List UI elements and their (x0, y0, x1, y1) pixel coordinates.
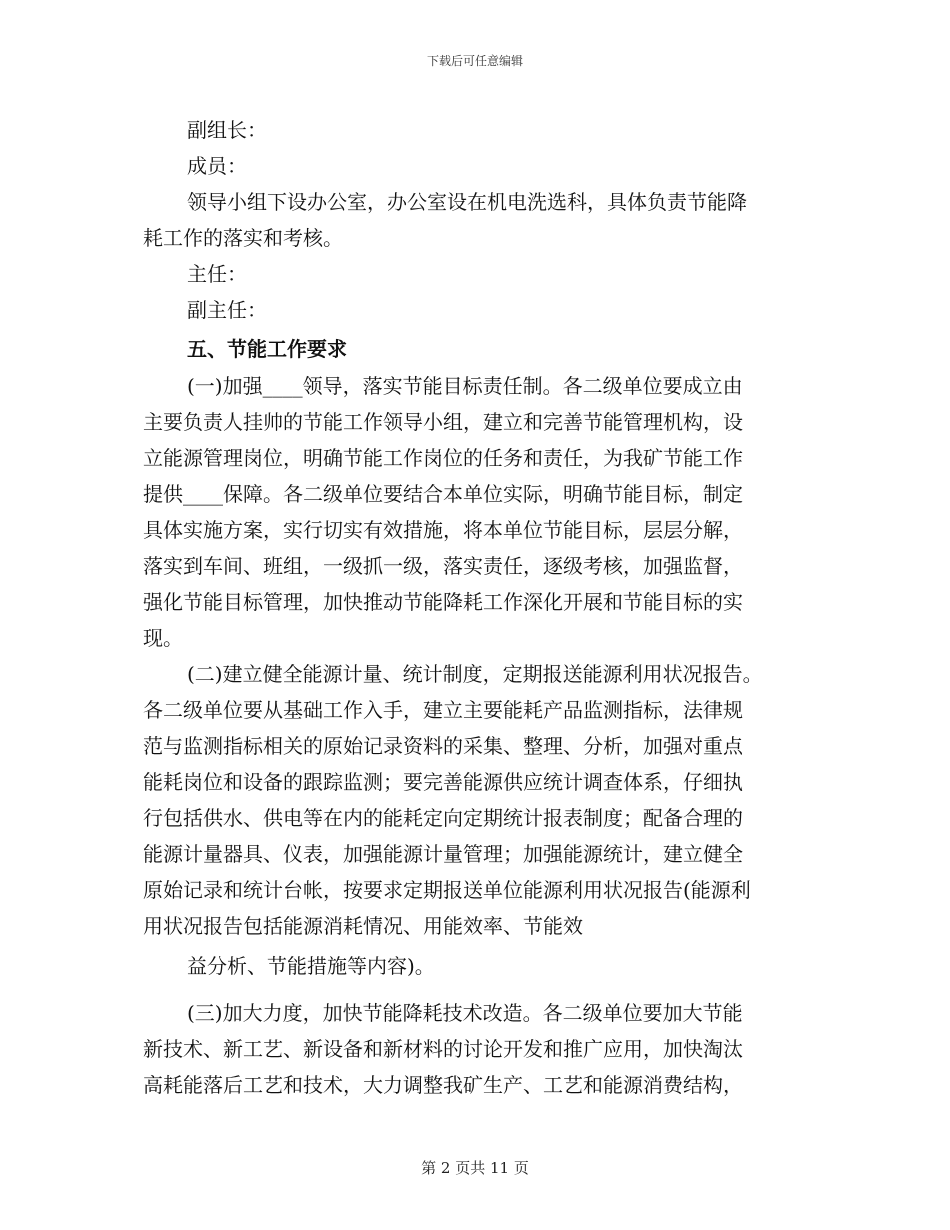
text-line: 副组长： (187, 118, 267, 142)
text-line: 能耗岗位和设备的跟踪监测；要完善能源供应统计调查体系，仔细执 (143, 770, 743, 794)
text-line: 主任： (187, 262, 247, 286)
text-line: 高耗能落后工艺和技术，大力调整我矿生产、工艺和能源消费结构， (143, 1073, 743, 1097)
text-line: (二)建立健全能源计量、统计制度，定期报送能源利用状况报告。 (187, 662, 763, 686)
text-line: 能源计量器具、仪表，加强能源计量管理；加强能源统计，建立健全 (143, 842, 743, 866)
section-heading: 五、节能工作要求 (187, 337, 347, 361)
text-line: 提供____保障。各二级单位要结合本单位实际，明确节能目标，制定 (143, 482, 743, 506)
text-line: 范与监测指标相关的原始记录资料的采集、整理、分析，加强对重点 (143, 734, 743, 758)
text-line: 耗工作的落实和考核。 (143, 226, 343, 250)
text-line: 主要负责人挂帅的节能工作领导小组，建立和完善节能管理机构，设 (143, 410, 743, 434)
page-header-note: 下载后可任意编辑 (426, 54, 523, 68)
text-line: 益分析、节能措施等内容)。 (187, 954, 435, 978)
text-line: 强化节能目标管理，加快推动节能降耗工作深化开展和节能目标的实 (143, 590, 743, 614)
text-line: 新技术、新工艺、新设备和新材料的讨论开发和推广应用，加快淘汰 (143, 1037, 743, 1061)
text-line: (三)加大力度，加快节能降耗技术改造。各二级单位要加大节能 (187, 1001, 743, 1025)
text-line: 副主任： (187, 298, 267, 322)
text-line: 立能源管理岗位，明确节能工作岗位的任务和责任，为我矿节能工作 (143, 446, 743, 470)
text-line: 落实到车间、班组，一级抓一级，落实责任，逐级考核，加强监督， (143, 554, 743, 578)
page-number-footer: 第 2 页共 11 页 (421, 1159, 529, 1177)
text-line: 现。 (143, 626, 183, 650)
text-line: 原始记录和统计台帐，按要求定期报送单位能源利用状况报告(能源利 (143, 878, 751, 902)
text-line: (一)加强____领导，落实节能目标责任制。各二级单位要成立由 (187, 374, 743, 398)
text-line: 各二级单位要从基础工作入手，建立主要能耗产品监测指标，法律规 (143, 698, 743, 722)
text-line: 成员： (187, 154, 247, 178)
text-line: 行包括供水、供电等在内的能耗定向定期统计报表制度；配备合理的 (143, 806, 743, 830)
text-line: 用状况报告包括能源消耗情况、用能效率、节能效 (143, 914, 583, 938)
text-line: 领导小组下设办公室，办公室设在机电洗选科，具体负责节能降 (187, 190, 747, 214)
text-line: 具体实施方案，实行切实有效措施，将本单位节能目标，层层分解， (143, 518, 743, 542)
